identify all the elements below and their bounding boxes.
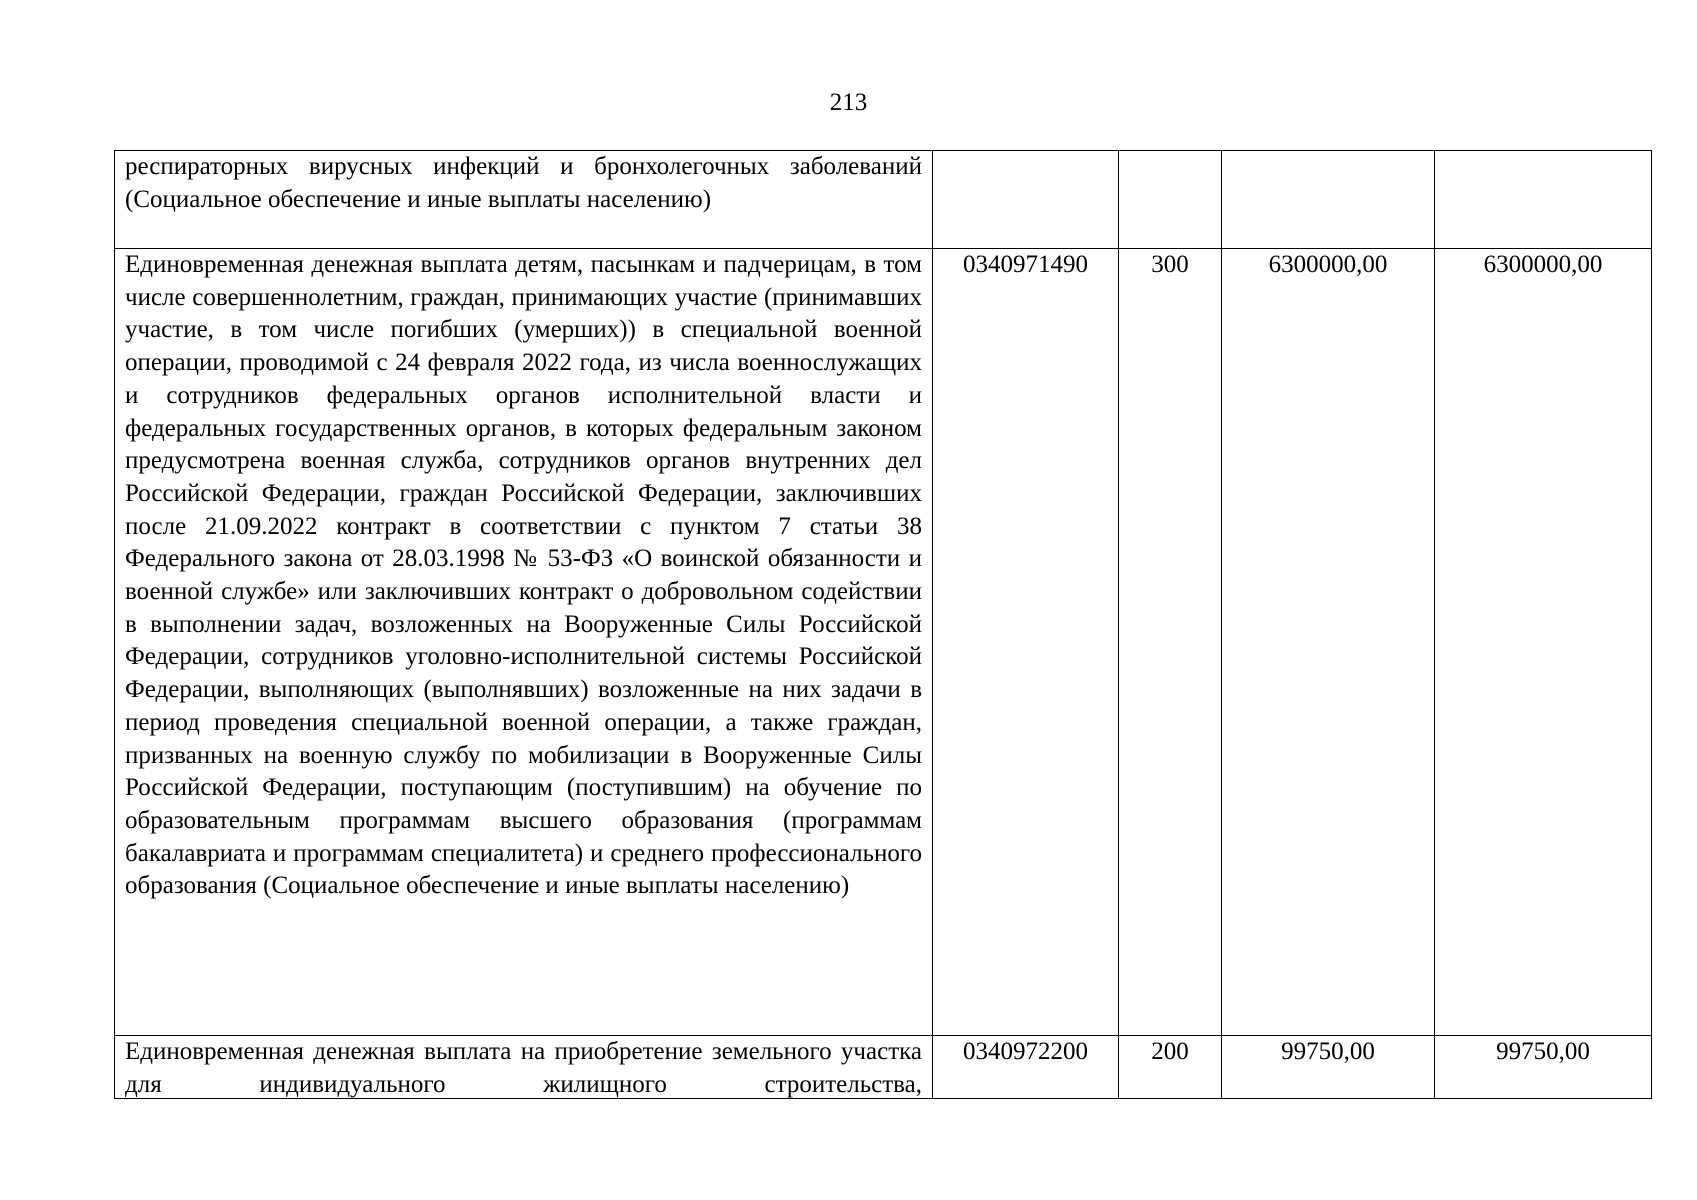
sum-2-cell: 6300000,00 [1435, 249, 1652, 1036]
sum-2-cell: 99750,00 [1435, 1036, 1652, 1099]
budget-table [114, 150, 1652, 1099]
row-name-cell [115, 1036, 933, 1099]
expense-type-cell: 200 [1119, 1036, 1222, 1099]
table-row [115, 151, 1652, 249]
table-row [115, 249, 1652, 1036]
target-article-cell: 0340972200 [933, 1036, 1119, 1099]
page-number: 213 [829, 89, 868, 116]
row-name-cell: Единовременная денежная выплата детям, пасынкам и падчерицам, в том числе совершеннолетним, граждан, принимающих участие (принимавших участие, в том числе погибших (умерших)) в специальной военной операции, проводимой с 24 февраля 2022 года, из числа военнослужащих и сотрудников федеральных органов исполнительной власти и федеральных государственных органов, в которых федеральным законом предусмотрена военная служба, сотрудников органов внутренних дел Российской Федерации, граждан Российской Федерации, заключивших после 21.09.2022 контракт в соответствии с пунктом 7 статьи 38 Федерального закона от 28.03.1998 № 53-ФЗ «О воинской обязанности и военной службе» или заключивших контракт о добровольном содействии в выполнении задач, возложенных на Вооруженные Силы Российской Федерации, сотрудников уголовно-исполнительной системы Российской Федерации, выполняющих (выполнявших) возложенные на них задачи в период проведения специальной военной операции, а также граждан, призванных на военную службу по мобилизации в Вооруженные Силы Российской Федерации, поступающим (поступившим) на обучение по образовательным программам высшего образования (программам бакалавриата и программам специалитета) и среднего профессионального образования (Социальное обеспечение и иные выплаты населению) [115, 249, 933, 1036]
sum-1-cell: 99750,00 [1222, 1036, 1435, 1099]
sum-1-cell [1222, 151, 1435, 249]
table-row [115, 1036, 1652, 1099]
target-article-cell: 0340971490 [933, 249, 1119, 1036]
target-article-cell [933, 151, 1119, 249]
row-name-cell: респираторных вирусных инфекций и бронхолегочных заболеваний (Социальное обеспечение и иные выплаты населению) [115, 151, 933, 249]
expense-type-cell [1119, 151, 1222, 249]
sum-1-cell: 6300000,00 [1222, 249, 1435, 1036]
row-name-text: Единовременная денежная выплата на приобретение земельного участка для индивидуального жилищного строительства, [125, 1038, 922, 1098]
expense-type-cell: 300 [1119, 249, 1222, 1036]
sum-2-cell [1435, 151, 1652, 249]
